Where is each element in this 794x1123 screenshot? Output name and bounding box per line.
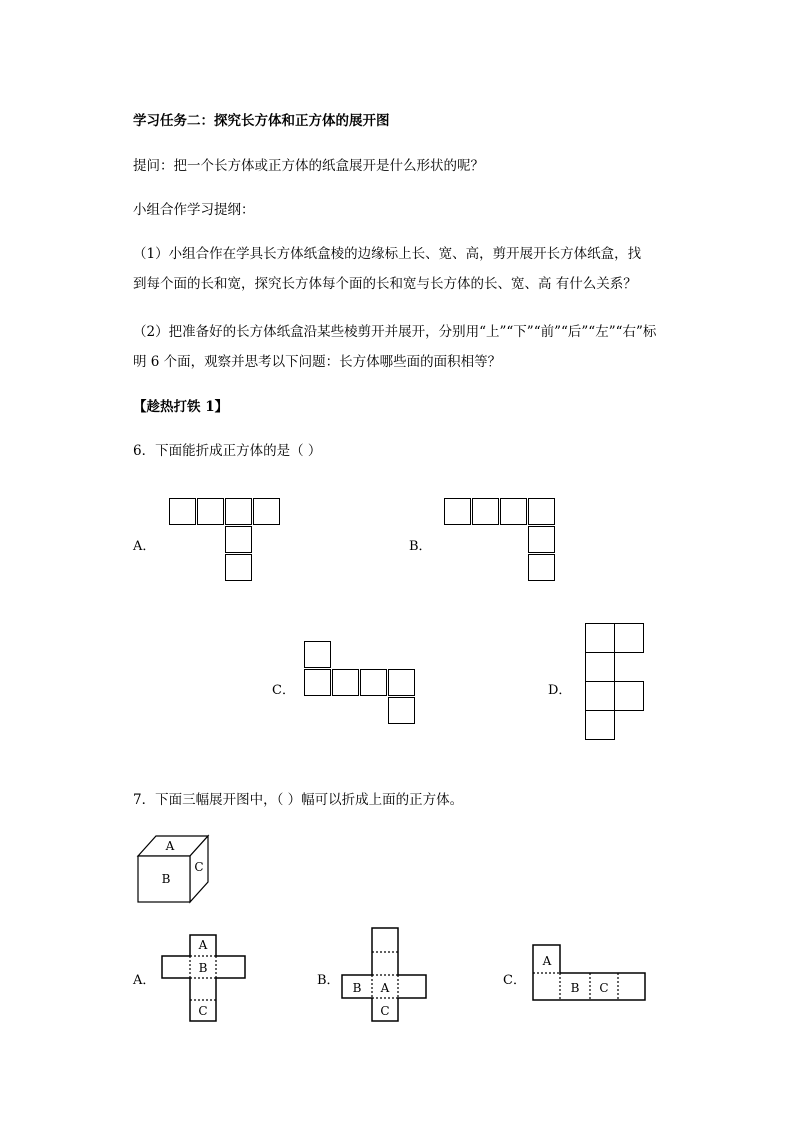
outline-item-2-line-1: （2）把准备好的长方体纸盒沿某些棱剪开并展开，分别用“上”“下”“前”“后”“左”“右”标 bbox=[133, 324, 657, 340]
net-square bbox=[585, 623, 615, 653]
net-square bbox=[304, 641, 331, 668]
q7-option-a-label: A． bbox=[133, 973, 156, 988]
net-square bbox=[332, 669, 359, 696]
net-square bbox=[225, 526, 252, 553]
net-square bbox=[388, 669, 415, 696]
net-c-face-c: C bbox=[599, 981, 609, 995]
net-square bbox=[472, 498, 499, 525]
q7-net-b bbox=[340, 926, 430, 1024]
question-text: 提问：把一个长方体或正方体的纸盒展开是什么形状的呢？ bbox=[133, 158, 484, 174]
outline-item-2-line-2: 明 6 个面，观察并思考以下问题：长方体哪些面的面积相等？ bbox=[133, 354, 502, 370]
net-square bbox=[253, 498, 280, 525]
net-square bbox=[197, 498, 224, 525]
cube-face-a-label: A bbox=[165, 839, 175, 853]
q7-net-a bbox=[160, 932, 250, 1024]
net-a-face-c: C bbox=[198, 1004, 208, 1018]
practice-heading: 【趁热打铁 1】 bbox=[133, 399, 229, 415]
net-square bbox=[585, 710, 615, 740]
net-square bbox=[528, 498, 555, 525]
net-square bbox=[225, 554, 252, 581]
question-6-text: 6．下面能折成正方体的是（ ） bbox=[133, 443, 322, 459]
q7-net-c bbox=[530, 942, 650, 1004]
net-square bbox=[614, 623, 644, 653]
net-square bbox=[444, 498, 471, 525]
outline-item-1-line-1: （1）小组合作在学具长方体纸盒棱的边缘标上长、宽、高，剪开展开长方体纸盒，找 bbox=[133, 246, 642, 262]
net-b-face-c: C bbox=[380, 1004, 390, 1018]
net-square bbox=[585, 652, 615, 682]
net-square bbox=[225, 498, 252, 525]
net-square bbox=[614, 681, 644, 711]
net-a-face-b: B bbox=[198, 961, 208, 975]
net-square bbox=[388, 697, 415, 724]
outline-item-1-line-2: 到每个面的长和宽，探究长方体每个面的长和宽与长方体的长、宽、高 有什么关系？ bbox=[133, 276, 637, 292]
net-square bbox=[304, 669, 331, 696]
q6-option-b-label: B． bbox=[409, 539, 432, 554]
q7-option-b-label: B． bbox=[317, 973, 340, 988]
net-square bbox=[169, 498, 196, 525]
net-a-face-a: A bbox=[198, 938, 208, 952]
net-square bbox=[500, 498, 527, 525]
q6-option-d-label: D． bbox=[548, 683, 572, 698]
net-c-face-b: B bbox=[570, 981, 580, 995]
net-b-face-b: B bbox=[352, 981, 362, 995]
net-square bbox=[528, 526, 555, 553]
net-b-face-a: A bbox=[380, 981, 390, 995]
task-title: 学习任务二：探究长方体和正方体的展开图 bbox=[133, 113, 390, 129]
q6-option-a-label: A． bbox=[133, 539, 156, 554]
net-c-face-a: A bbox=[542, 954, 552, 968]
net-square bbox=[585, 681, 615, 711]
question-7-text: 7．下面三幅展开图中，（ ）幅可以折成上面的正方体。 bbox=[133, 792, 464, 808]
cube-face-b-label: B bbox=[161, 872, 171, 886]
q7-option-c-label: C． bbox=[503, 973, 526, 988]
net-square bbox=[528, 554, 555, 581]
net-square bbox=[360, 669, 387, 696]
q6-option-c-label: C． bbox=[272, 683, 295, 698]
outline-title: 小组合作学习提纲： bbox=[133, 202, 255, 218]
cube-figure bbox=[130, 830, 220, 906]
cube-face-c-label: C bbox=[194, 860, 204, 874]
